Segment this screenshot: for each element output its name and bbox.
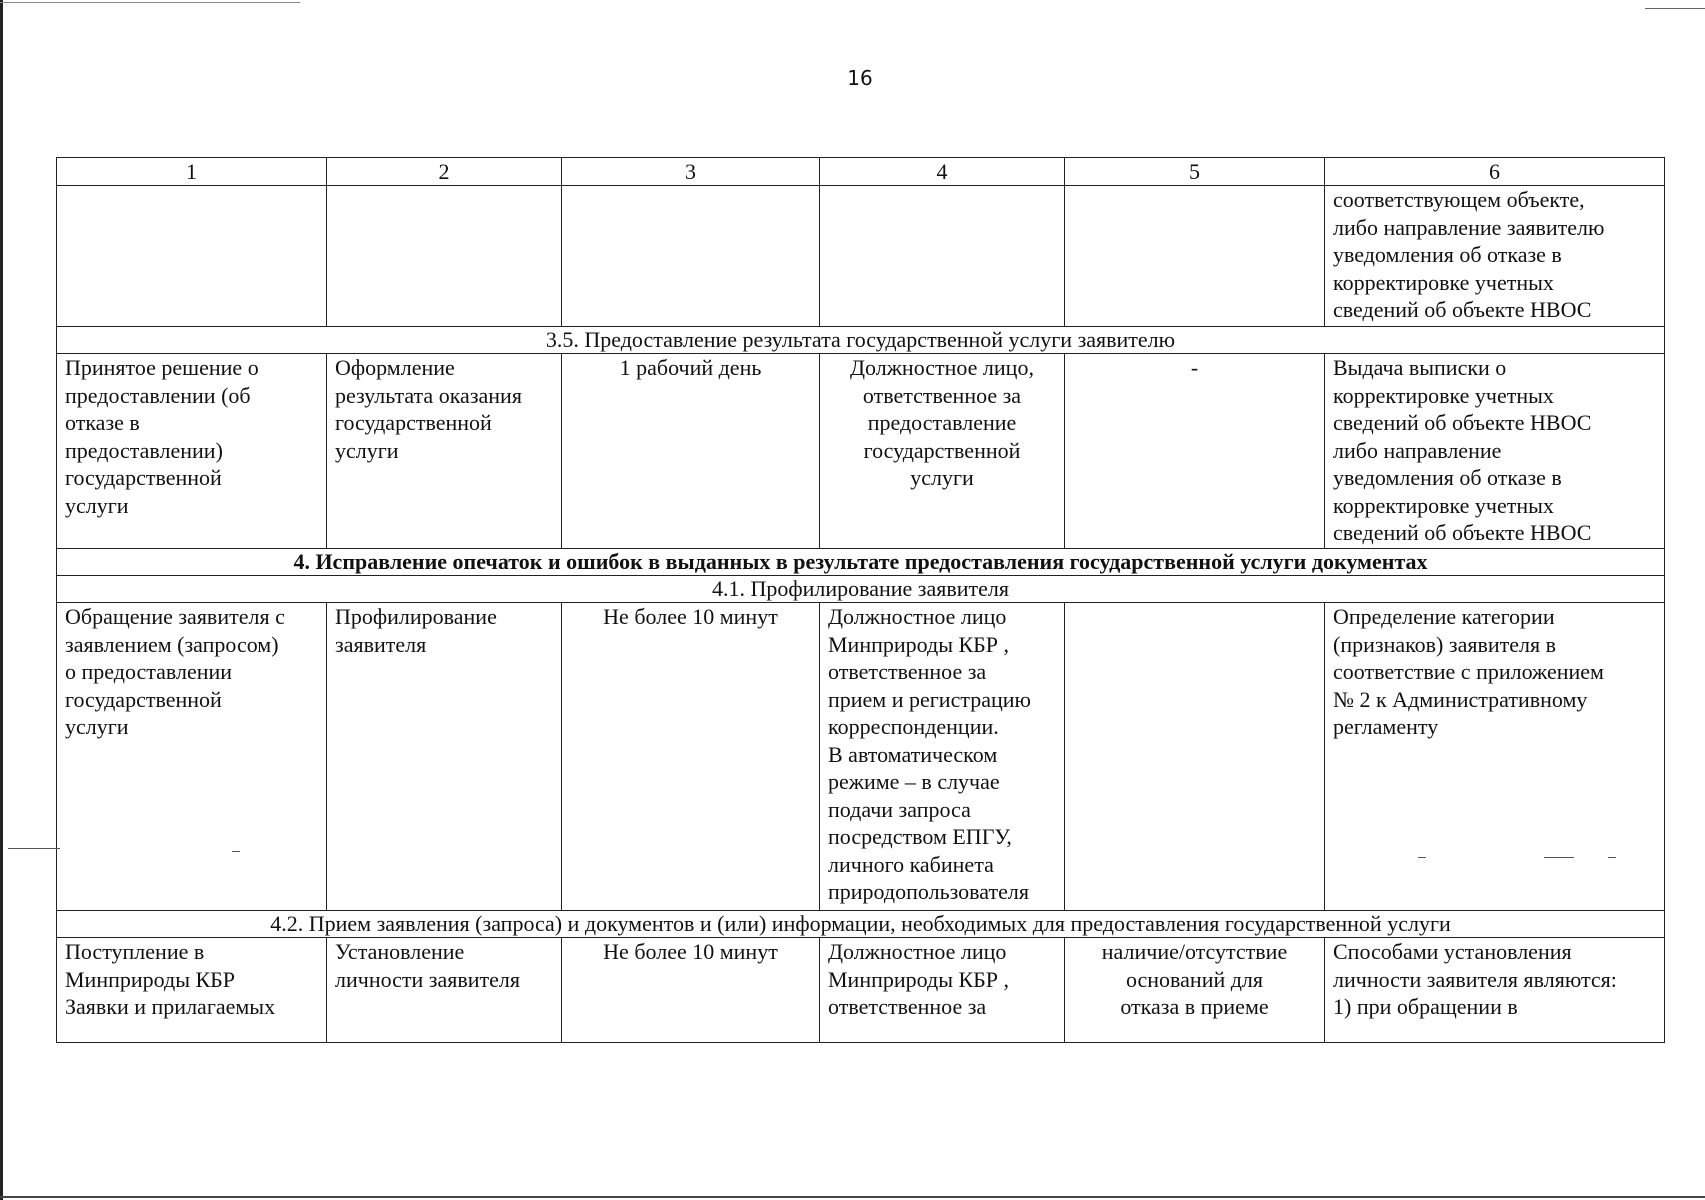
page-top-right-edge	[1645, 8, 1705, 9]
section-heading-row	[57, 911, 1665, 938]
table-cell: Способами установления личности заявителя являются: 1) при обращении в	[1325, 938, 1665, 1043]
table-cell: наличие/отсутствие оснований для отказа в приеме	[1065, 938, 1325, 1043]
table-cell: Определение категории (признаков) заявителя в соответствие с приложением № 2 к Административному регламенту	[1325, 603, 1665, 911]
regulation-table	[56, 157, 1665, 1043]
table-cell	[820, 186, 1065, 327]
table-cell: Профилирование заявителя	[327, 603, 562, 911]
header-cell: 6	[1325, 158, 1665, 186]
table-cell: Должностное лицо Минприроды КБР , ответственное за прием и регистрацию корреспонденции. В автоматическом режиме – в случае подачи запроса посредством ЕПГУ, личного кабинета природопользователя	[820, 603, 1065, 911]
section-heading-row	[57, 576, 1665, 603]
table-cell: Не более 10 минут	[562, 603, 820, 911]
section-heading-row	[57, 549, 1665, 576]
table-cell: Должностное лицо, ответственное за предоставление государственной услуги	[820, 354, 1065, 549]
table-row	[57, 938, 1665, 1043]
section-heading-3-5: 3.5. Предоставление результата государственной услуги заявителю	[57, 327, 1665, 354]
scan-artifact	[1608, 857, 1616, 858]
table-header-row	[57, 158, 1665, 186]
page-bottom-edge	[0, 1196, 1705, 1198]
table-cell: Поступление в Минприроды КБР Заявки и прилагаемых	[57, 938, 327, 1043]
header-cell: 1	[57, 158, 327, 186]
table-cell	[327, 186, 562, 327]
table-cell: соответствующем объекте, либо направление заявителю уведомления об отказе в корректировке учетных сведений об объекте НВОС	[1325, 186, 1665, 327]
table-cell	[57, 186, 327, 327]
header-cell: 5	[1065, 158, 1325, 186]
table-cell: Установление личности заявителя	[327, 938, 562, 1043]
scan-artifact	[232, 851, 240, 852]
table-cell	[1065, 186, 1325, 327]
page-left-edge	[0, 0, 3, 1200]
table-cell: Обращение заявителя с заявлением (запросом) о предоставлении государственной услуги	[57, 603, 327, 911]
scan-artifact	[1418, 857, 1426, 858]
table-row	[57, 354, 1665, 549]
table-cell	[562, 186, 820, 327]
header-cell: 4	[820, 158, 1065, 186]
table-cell: 1 рабочий день	[562, 354, 820, 549]
header-cell: 2	[327, 158, 562, 186]
table-cell	[1065, 603, 1325, 911]
table-cell: -	[1065, 354, 1325, 549]
table-row	[57, 186, 1665, 327]
page-number: 16	[847, 66, 873, 90]
header-cell: 3	[562, 158, 820, 186]
section-heading-4-1: 4.1. Профилирование заявителя	[57, 576, 1665, 603]
table-cell: Принятое решение о предоставлении (об отказе в предоставлении) государственной услуги	[57, 354, 327, 549]
section-heading-4: 4. Исправление опечаток и ошибок в выданных в результате предоставления государственной услуги документах	[57, 549, 1665, 576]
table-cell: Не более 10 минут	[562, 938, 820, 1043]
page-top-edge	[0, 2, 300, 3]
scan-artifact	[1544, 857, 1574, 858]
section-heading-row	[57, 327, 1665, 354]
table-cell: Должностное лицо Минприроды КБР , ответственное за	[820, 938, 1065, 1043]
table-cell: Оформление результата оказания государственной услуги	[327, 354, 562, 549]
scan-artifact	[8, 848, 60, 849]
section-heading-4-2: 4.2. Прием заявления (запроса) и документов и (или) информации, необходимых для предоставления государственной услуги	[57, 911, 1665, 938]
table-row	[57, 603, 1665, 911]
table-cell: Выдача выписки о корректировке учетных сведений об объекте НВОС либо направление уведомления об отказе в корректировке учетных сведений об объекте НВОС	[1325, 354, 1665, 549]
